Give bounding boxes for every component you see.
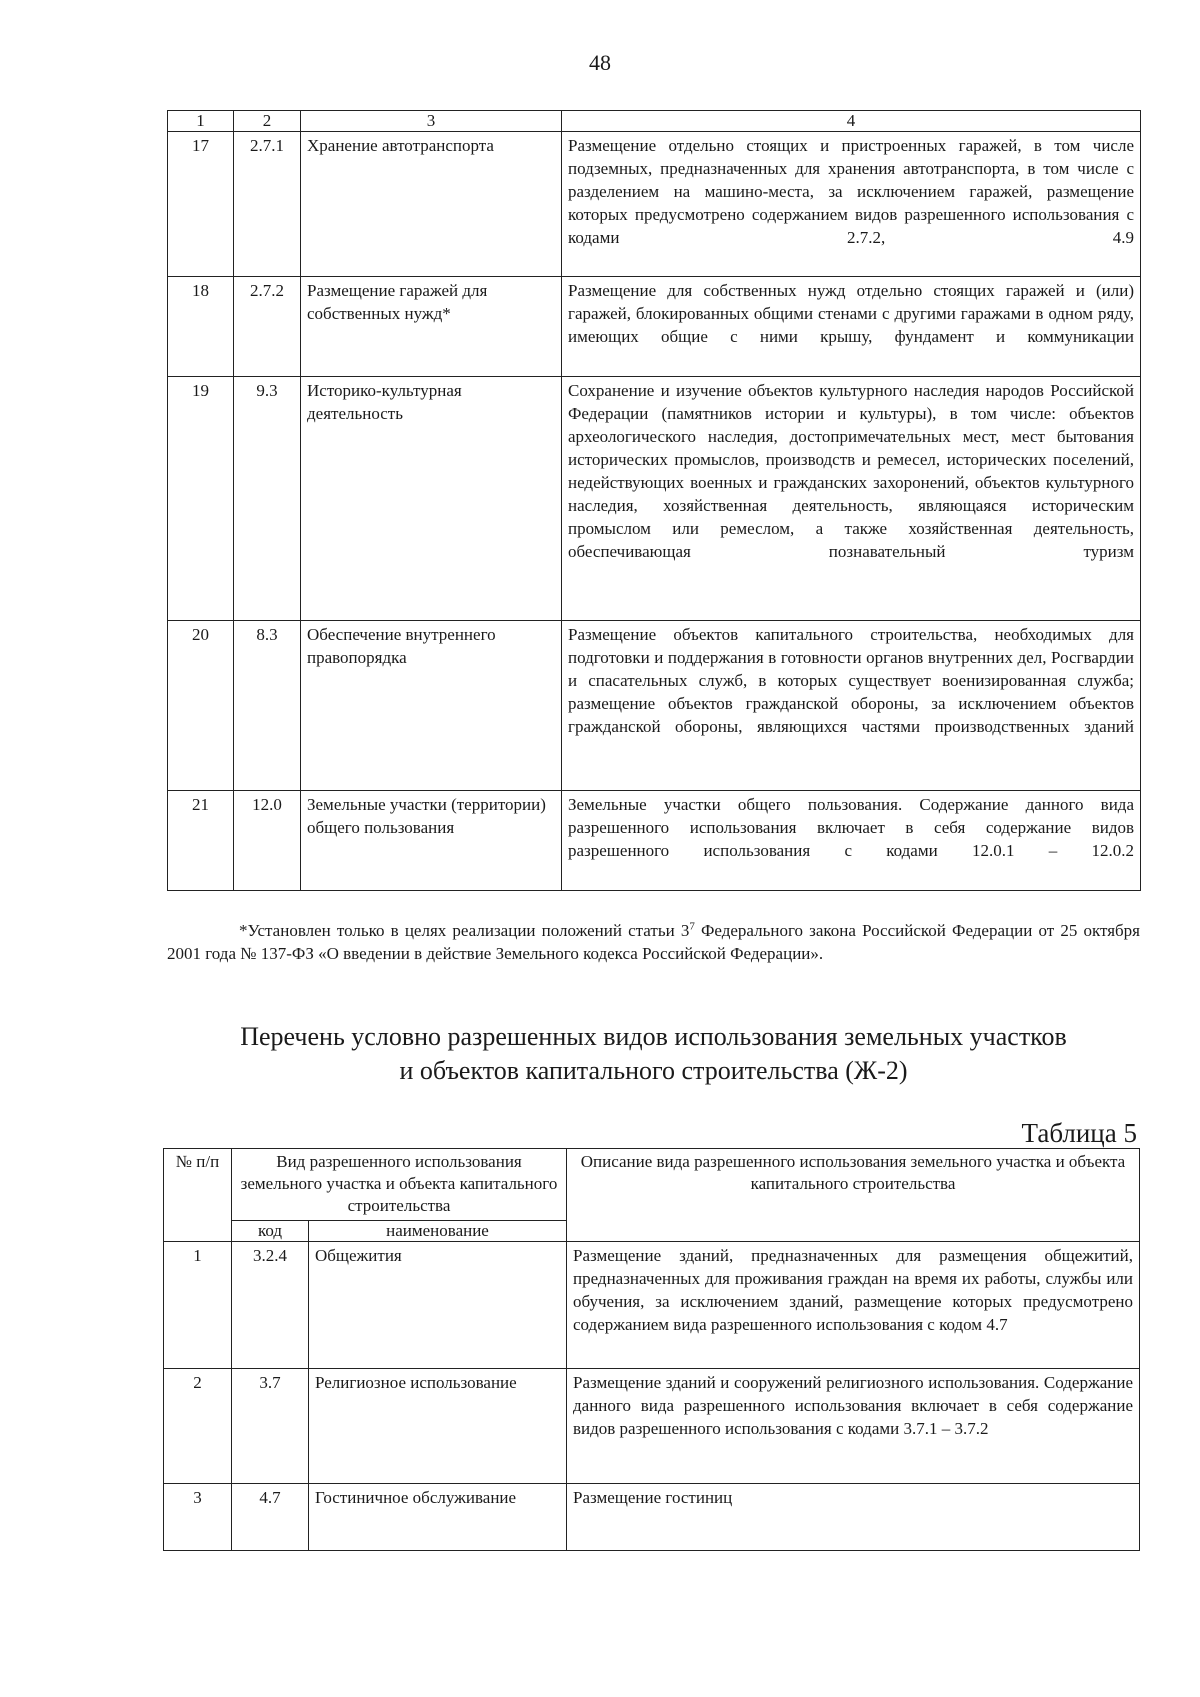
table-header-row xyxy=(164,1149,1140,1221)
header-use-kind: Вид разрешенного использования земельного участка и объекта капитального строительства xyxy=(232,1149,567,1221)
use-name: Обеспечение внутреннего правопорядка xyxy=(301,621,562,791)
use-description: Размещение объектов капитального строительства, необходимых для подготовки и поддержания в готовности органов внутренних дел, Росгвардии и спасательных служб, в которых существует военизированная служба; размещение объектов гражданской обороны, за исключением объектов гражданской обороны, являющихся частями производственных зданий xyxy=(562,621,1141,791)
row-number: 21 xyxy=(168,791,234,891)
header-name: наименование xyxy=(309,1221,567,1242)
section-title xyxy=(167,1020,1140,1088)
table-row xyxy=(168,277,1141,377)
use-name: Размещение гаражей для собственных нужд* xyxy=(301,277,562,377)
use-code: 9.3 xyxy=(234,377,301,621)
table-row xyxy=(168,132,1141,277)
use-name: Историко-культурная деятельность xyxy=(301,377,562,621)
footnote-text-continued: Федерального закона Российской Федерации от 25 октября 2001 года № 137-ФЗ «О введении в действие Земельного кодекса Российской Федерации». xyxy=(167,921,1140,963)
table-row xyxy=(164,1242,1140,1369)
header-description: Описание вида разрешенного использования земельного участка и объекта капитального строительства xyxy=(567,1149,1140,1242)
use-code: 4.7 xyxy=(232,1484,309,1551)
conditional-use-table xyxy=(163,1148,1140,1551)
footnote xyxy=(167,919,1140,965)
row-number: 3 xyxy=(164,1484,232,1551)
table-row xyxy=(164,1484,1140,1551)
use-description: Размещение гостиниц xyxy=(567,1484,1140,1551)
permitted-use-table-continuation xyxy=(167,110,1141,891)
column-number: 3 xyxy=(301,111,562,132)
use-description: Размещение зданий, предназначенных для размещения общежитий, предназначенных для проживания граждан на время их работы, службы или обучения, за исключением зданий, размещение которых предусмотрено содержанием вида разрешенного использования с кодом 4.7 xyxy=(567,1242,1140,1369)
table-row xyxy=(164,1369,1140,1484)
table-row xyxy=(168,377,1141,621)
table-row xyxy=(168,621,1141,791)
row-number: 17 xyxy=(168,132,234,277)
use-description: Сохранение и изучение объектов культурного наследия народов Российской Федерации (памятников истории и культуры), в том числе: объектов археологического наследия, достопримечательных мест, мест бытования исторических промыслов, производств и ремесел, исторических поселений, недействующих военных и гражданских захоронений, объектов культурного наследия, хозяйственная деятельность, являющаяся историческим промыслом или ремеслом, а также хозяйственная деятельность, обеспечивающая познавательный туризм xyxy=(562,377,1141,621)
column-number: 2 xyxy=(234,111,301,132)
header-number: № п/п xyxy=(164,1149,232,1242)
use-description: Размещение зданий и сооружений религиозного использования. Содержание данного вида разрешенного использования включает в себя содержание видов разрешенного использования с кодами 3.7.1 – 3.7.2 xyxy=(567,1369,1140,1484)
use-code: 8.3 xyxy=(234,621,301,791)
section-title-line: Перечень условно разрешенных видов использования земельных участков xyxy=(240,1022,1067,1051)
use-code: 3.2.4 xyxy=(232,1242,309,1369)
use-description: Земельные участки общего пользования. Содержание данного вида разрешенного использования включает в себя содержание видов разрешенного использования с кодами 12.0.1 – 12.0.2 xyxy=(562,791,1141,891)
use-description: Размещение для собственных нужд отдельно стоящих гаражей и (или) гаражей, блокированных общими стенами с другими гаражами в одном ряду, имеющих общие с ними крышу, фундамент и коммуникации xyxy=(562,277,1141,377)
use-name: Земельные участки (территории) общего пользования xyxy=(301,791,562,891)
use-description: Размещение отдельно стоящих и пристроенных гаражей, в том числе подземных, предназначенных для хранения автотранспорта, в том числе с разделением на машино-места, за исключением гаражей, размещение которых предусмотрено содержанием видов разрешенного использования с кодами 2.7.2, 4.9 xyxy=(562,132,1141,277)
column-number: 1 xyxy=(168,111,234,132)
row-number: 1 xyxy=(164,1242,232,1369)
section-title-line: и объектов капитального строительства (Ж-2) xyxy=(399,1056,908,1085)
row-number: 19 xyxy=(168,377,234,621)
table-row xyxy=(168,791,1141,891)
footnote-text: *Установлен только в целях реализации положений статьи 3 xyxy=(239,921,690,940)
footnote-superscript: 7 xyxy=(689,920,695,933)
row-number: 18 xyxy=(168,277,234,377)
use-name: Религиозное использование xyxy=(309,1369,567,1484)
use-code: 3.7 xyxy=(232,1369,309,1484)
use-name: Общежития xyxy=(309,1242,567,1369)
use-name: Гостиничное обслуживание xyxy=(309,1484,567,1551)
column-number-row xyxy=(168,111,1141,132)
use-name: Хранение автотранспорта xyxy=(301,132,562,277)
row-number: 20 xyxy=(168,621,234,791)
table-caption: Таблица 5 xyxy=(1021,1118,1137,1148)
row-number: 2 xyxy=(164,1369,232,1484)
header-code: код xyxy=(232,1221,309,1242)
column-number: 4 xyxy=(562,111,1141,132)
use-code: 2.7.2 xyxy=(234,277,301,377)
use-code: 12.0 xyxy=(234,791,301,891)
use-code: 2.7.1 xyxy=(234,132,301,277)
page-number: 48 xyxy=(589,50,611,75)
